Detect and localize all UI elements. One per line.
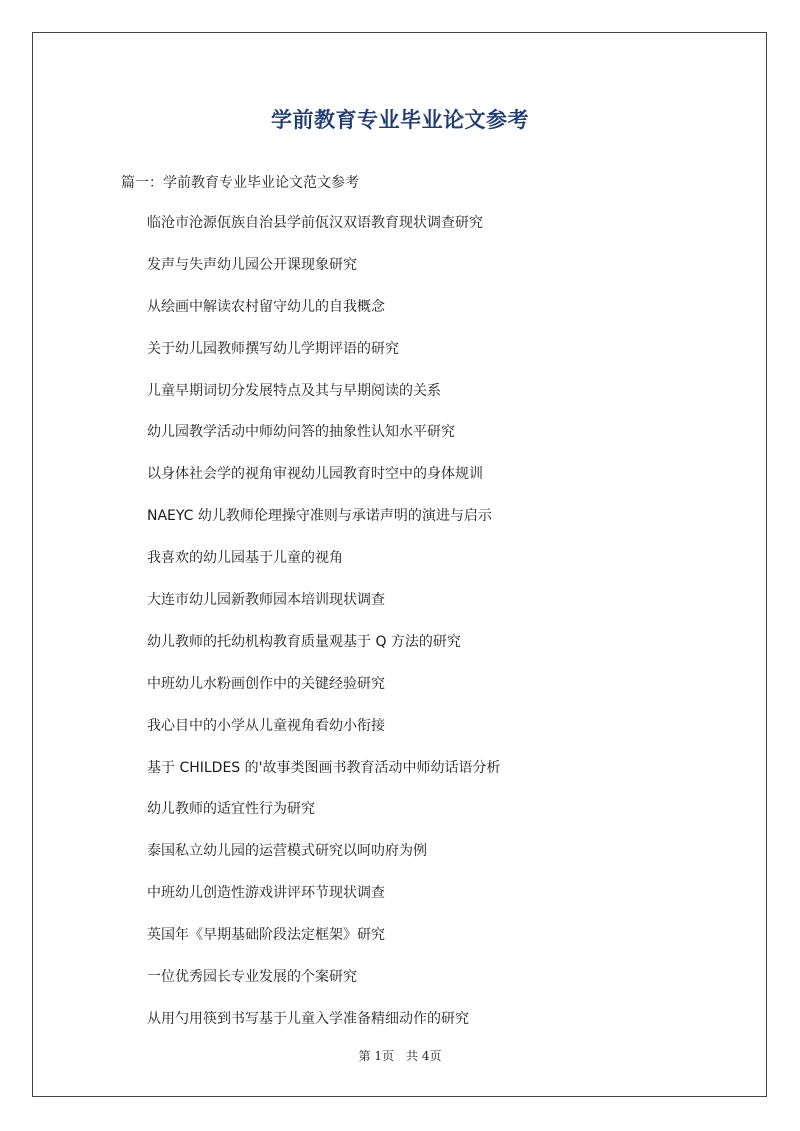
list-item: 中班幼儿创造性游戏讲评环节现状调查 — [147, 885, 385, 902]
page-footer — [0, 1047, 800, 1064]
list-item: 中班幼儿水粉画创作中的关键经验研究 — [147, 675, 385, 692]
section-heading: 篇一：学前教育专业毕业论文范文参考 — [121, 175, 359, 191]
list-item: 幼儿园教学活动中师幼问答的抽象性认知水平研究 — [147, 424, 455, 441]
list-item: 幼儿教师的托幼机构教育质量观基于 Q 方法的研究 — [147, 633, 461, 650]
list-item: 我心目中的小学从儿童视角看幼小衔接 — [147, 717, 385, 734]
list-item: 大连市幼儿园新教师园本培训现状调查 — [147, 592, 385, 609]
list-item: 关于幼儿园教师撰写幼儿学期评语的研究 — [147, 340, 399, 357]
page-total: 共 4页 — [406, 1049, 442, 1063]
list-item: 从绘画中解读农村留守幼儿的自我概念 — [147, 298, 385, 315]
document-title: 学前教育专业毕业论文参考 — [271, 108, 529, 132]
list-item: 临沧市沧源佤族自治县学前佤汉双语教育现状调查研究 — [147, 215, 483, 231]
list-item: 从用勺用筷到书写基于儿童入学准备精细动作的研究 — [147, 1010, 469, 1027]
list-item: 泰国私立幼儿园的运营模式研究以呵叻府为例 — [147, 843, 427, 860]
list-item: 儿童早期词切分发展特点及其与早期阅读的关系 — [147, 382, 441, 399]
list-item: 发声与失声幼儿园公开课现象研究 — [147, 256, 357, 273]
page-number: 第 1页 — [358, 1049, 394, 1063]
list-item: 基于 CHILDES 的'故事类图画书教育活动中师幼话语分析 — [147, 759, 501, 776]
list-item: 幼儿教师的适宜性行为研究 — [147, 801, 315, 818]
list-item: 我喜欢的幼儿园基于儿童的视角 — [147, 550, 343, 567]
list-item: NAEYC 幼儿教师伦理操守准则与承诺声明的演进与启示 — [147, 508, 492, 525]
paper-title-list — [147, 213, 501, 1051]
list-item: 一位优秀园长专业发展的个案研究 — [147, 969, 357, 986]
list-item: 以身体社会学的视角审视幼儿园教育时空中的身体规训 — [147, 466, 483, 483]
list-item: 英国年《早期基础阶段法定框架》研究 — [147, 927, 385, 944]
